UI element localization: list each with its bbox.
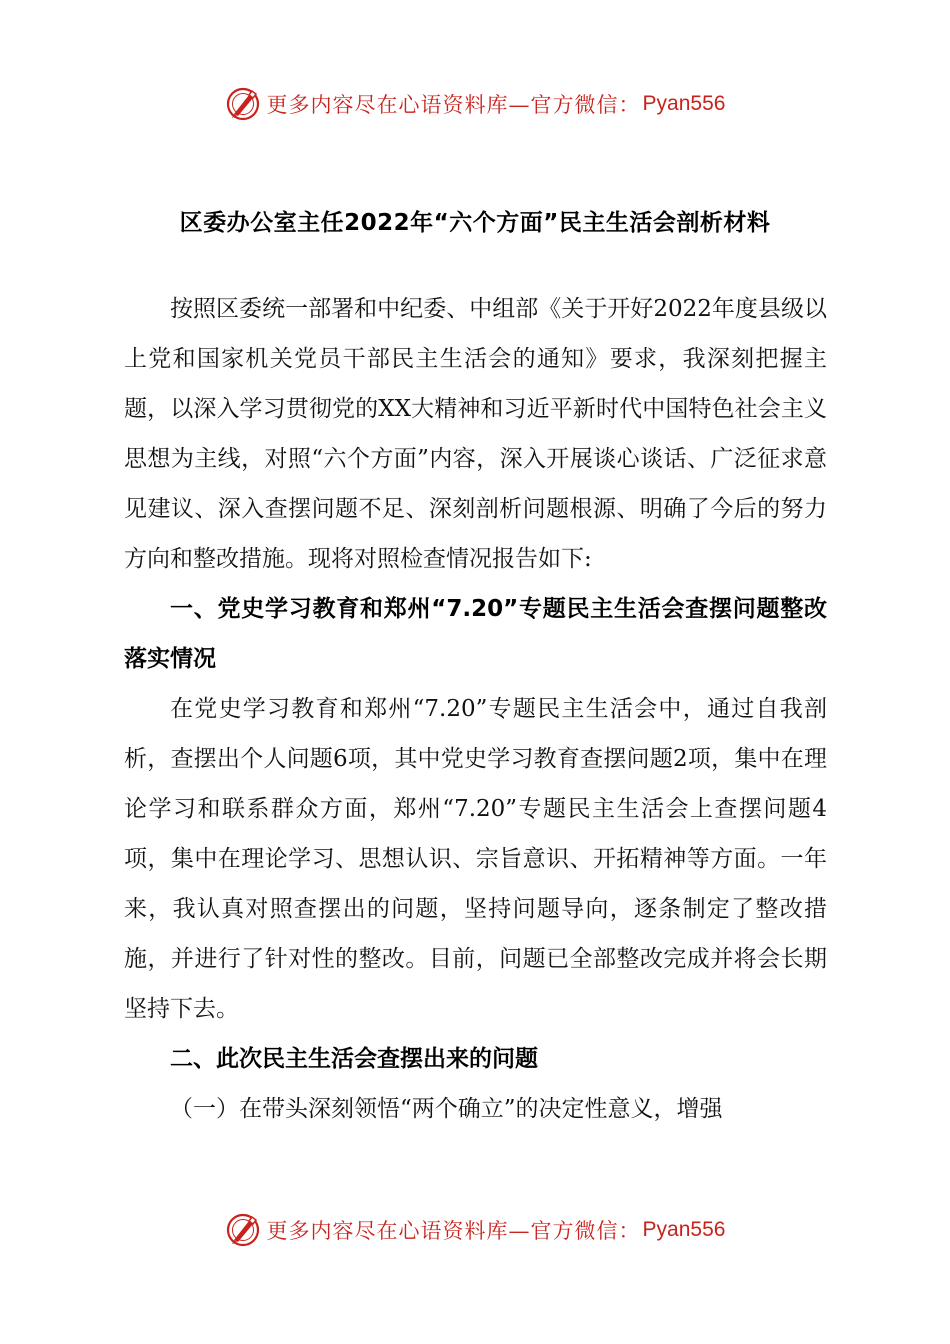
section-2-heading: 二、此次民主生活会查摆出来的问题 bbox=[170, 1046, 538, 1072]
pen-logo-icon bbox=[225, 86, 261, 122]
section-1-paragraph: 在党史学习教育和郑州“7.20”专题民主生活会中，通过自我剖析，查摆出个人问题6项，其中党史学习教育查摆问题2项，集中在理论学习和联系群众方面，郑州“7.20”专题民主生活会上查摆问题4项，集中在理论学习、思想认识、宗旨意识、开拓精神等方面。一年来，我认真对照查摆出的问题，坚持问题导向，逐条制定了整改措施，并进行了针对性的整改。目前，问题已全部整改完成并将会长期坚持下去。 bbox=[124, 696, 827, 1022]
watermark-text: 更多内容尽在心语资料库—官方微信： bbox=[266, 93, 641, 117]
watermark-wechat-id: Pyan556 bbox=[642, 1218, 726, 1241]
intro-paragraph: 按照区委统一部署和中纪委、中组部《关于开好2022年度县级以上党和国家机关党员干部民主生活会的通知》要求，我深刻把握主题，以深入学习贯彻党的XX大精神和习近平新时代中国特色社会主义思想为主线，对照“六个方面”内容，深入开展谈心谈话、广泛征求意见建议、深入查摆问题不足、深刻剖析问题根源、明确了今后的努力方向和整改措施。现将对照检查情况报告如下: bbox=[124, 296, 827, 572]
watermark-footer bbox=[0, 1210, 950, 1250]
document-body bbox=[124, 284, 827, 1134]
watermark-text: 更多内容尽在心语资料库—官方微信： bbox=[266, 1219, 641, 1243]
watermark-wechat-id: Pyan556 bbox=[642, 92, 726, 115]
watermark-header bbox=[0, 84, 950, 124]
section-2-subheading: （一）在带头深刻领悟“两个确立”的决定性意义，增强 bbox=[170, 1096, 723, 1122]
pen-logo-icon bbox=[225, 1212, 261, 1248]
section-1-heading: 一、党史学习教育和郑州“7.20”专题民主生活会查摆问题整改落实情况 bbox=[124, 596, 827, 672]
document-title: 区委办公室主任2022年“六个方面”民主生活会剖析材料 bbox=[179, 210, 771, 236]
